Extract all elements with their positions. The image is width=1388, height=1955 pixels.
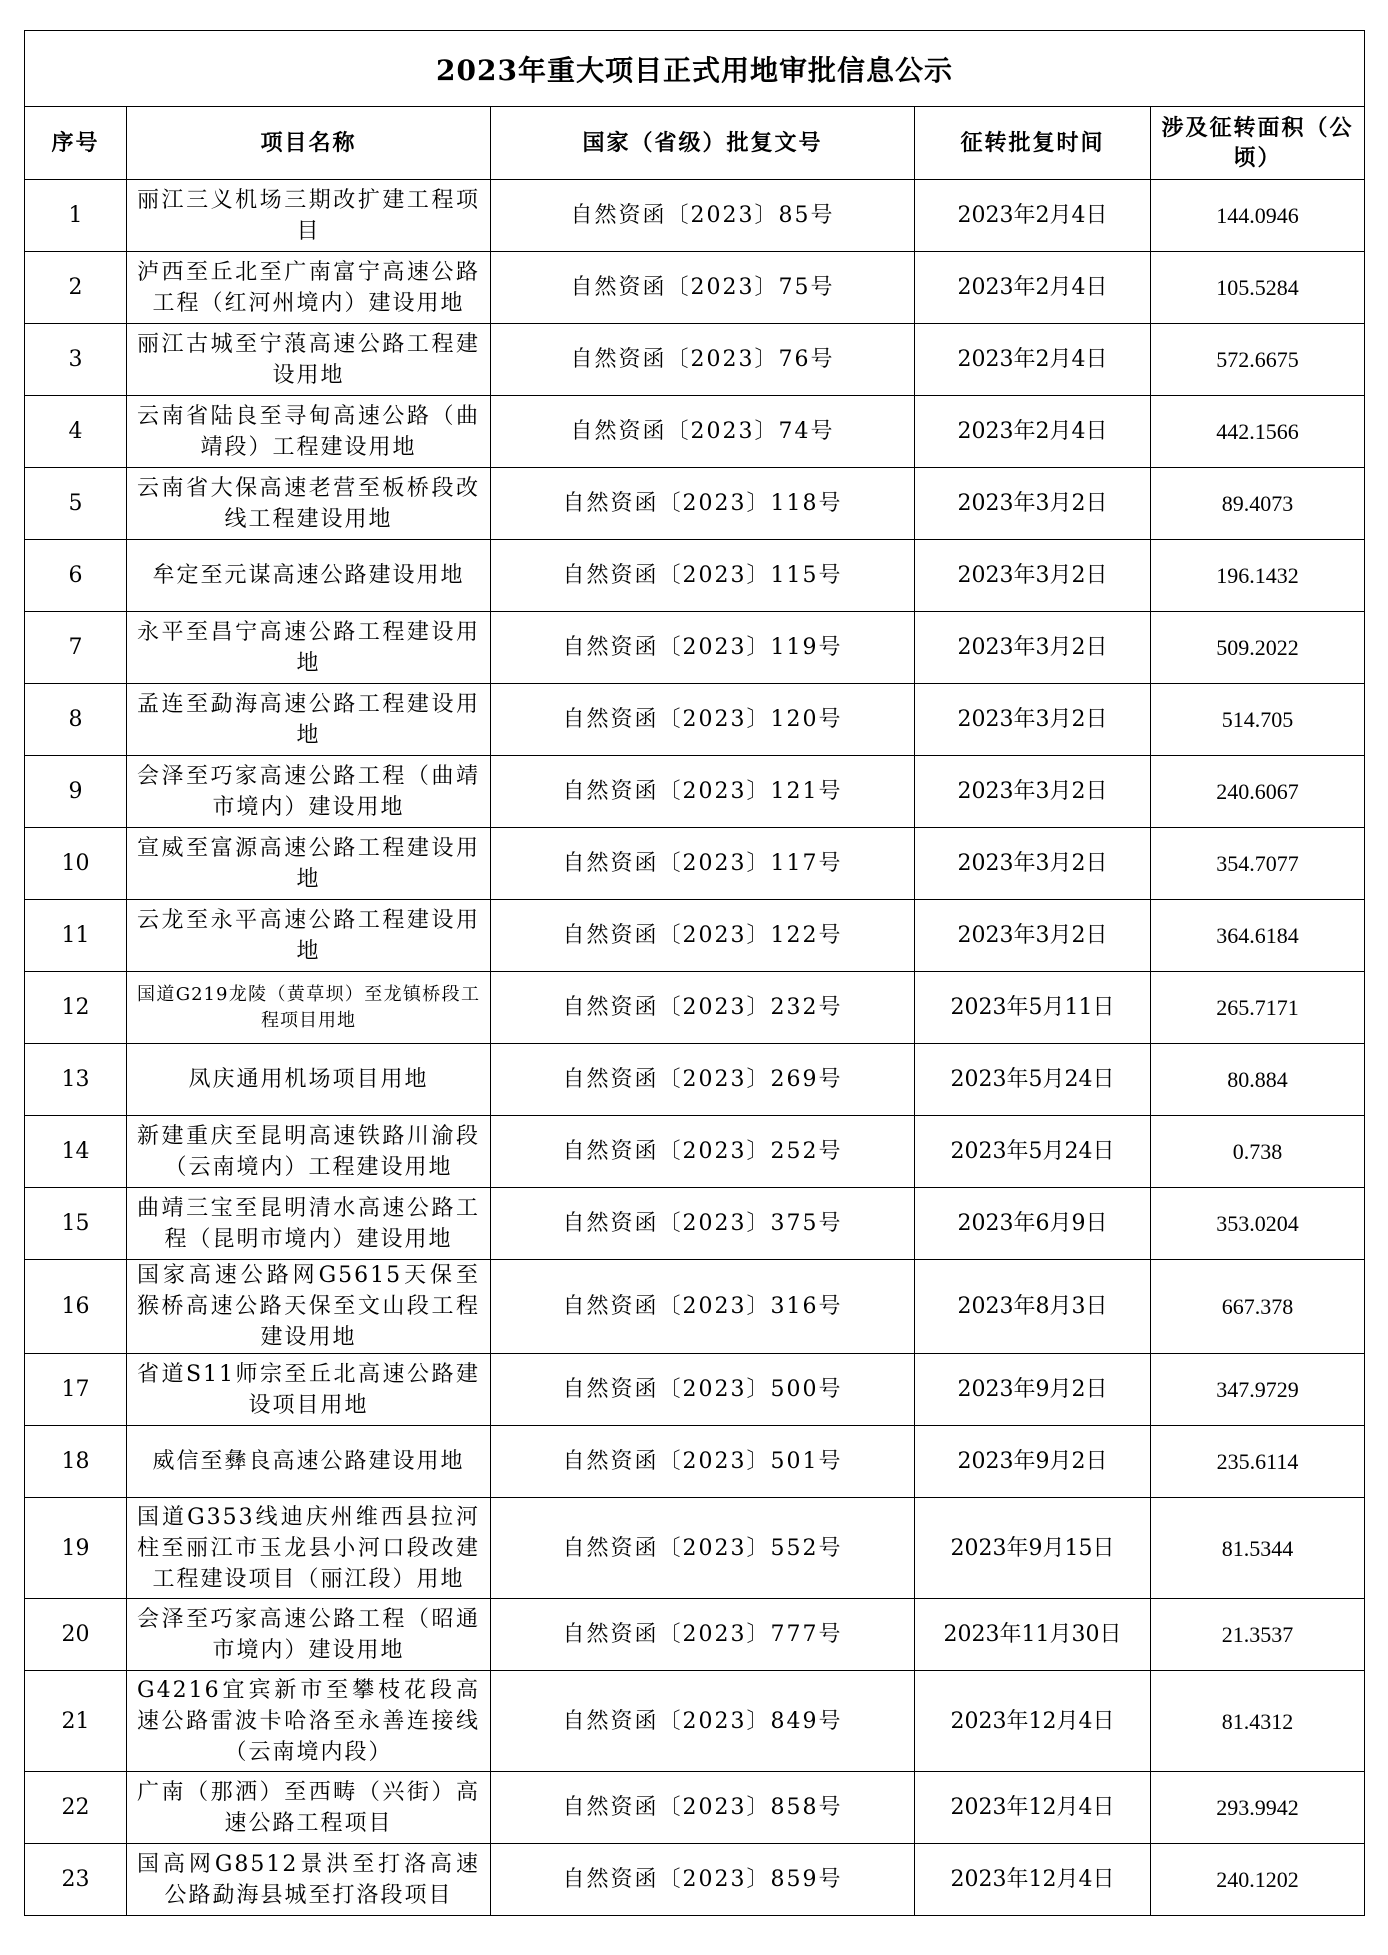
cell-seq: 14 [25,1116,127,1188]
cell-name: 孟连至勐海高速公路工程建设用地 [127,684,491,756]
cell-name: 牟定至元谋高速公路建设用地 [127,540,491,612]
cell-name: 新建重庆至昆明高速铁路川渝段（云南境内）工程建设用地 [127,1116,491,1188]
table-row [25,612,1365,684]
cell-area: 442.1566 [1151,396,1365,468]
cell-date: 2023年5月11日 [915,972,1151,1044]
cell-seq: 10 [25,828,127,900]
cell-name: G4216宜宾新市至攀枝花段高速公路雷波卡哈洛至永善连接线（云南境内段） [127,1671,491,1772]
table-row [25,540,1365,612]
table-row [25,684,1365,756]
table-row [25,1260,1365,1354]
cell-name: 宣威至富源高速公路工程建设用地 [127,828,491,900]
cell-seq: 19 [25,1498,127,1599]
cell-date: 2023年3月2日 [915,900,1151,972]
cell-doc: 自然资函〔2023〕500号 [491,1354,915,1426]
cell-date: 2023年2月4日 [915,180,1151,252]
cell-doc: 自然资函〔2023〕74号 [491,396,915,468]
table-row [25,1426,1365,1498]
cell-name: 威信至彝良高速公路建设用地 [127,1426,491,1498]
cell-doc: 自然资函〔2023〕269号 [491,1044,915,1116]
approval-table [24,30,1365,1916]
cell-doc: 自然资函〔2023〕252号 [491,1116,915,1188]
table-row [25,252,1365,324]
header-name: 项目名称 [127,107,491,180]
cell-name: 国道G353线迪庆州维西县拉河柱至丽江市玉龙县小河口段改建工程建设项目（丽江段）用地 [127,1498,491,1599]
cell-area: 354.7077 [1151,828,1365,900]
cell-date: 2023年3月2日 [915,540,1151,612]
cell-seq: 18 [25,1426,127,1498]
cell-area: 240.6067 [1151,756,1365,828]
cell-seq: 7 [25,612,127,684]
cell-name: 国家高速公路网G5615天保至猴桥高速公路天保至文山段工程建设用地 [127,1260,491,1354]
cell-area: 0.738 [1151,1116,1365,1188]
table-row [25,180,1365,252]
cell-date: 2023年3月2日 [915,828,1151,900]
cell-date: 2023年5月24日 [915,1044,1151,1116]
cell-area: 81.4312 [1151,1671,1365,1772]
cell-name: 国高网G8512景洪至打洛高速公路勐海县城至打洛段项目 [127,1844,491,1916]
table-row [25,1116,1365,1188]
cell-date: 2023年2月4日 [915,252,1151,324]
cell-date: 2023年2月4日 [915,396,1151,468]
cell-date: 2023年3月2日 [915,756,1151,828]
document-sheet [24,30,1364,1916]
cell-area: 235.6114 [1151,1426,1365,1498]
cell-doc: 自然资函〔2023〕777号 [491,1599,915,1671]
cell-area: 21.3537 [1151,1599,1365,1671]
cell-date: 2023年9月15日 [915,1498,1151,1599]
table-row [25,972,1365,1044]
cell-area: 89.4073 [1151,468,1365,540]
table-row [25,1671,1365,1772]
cell-area: 144.0946 [1151,180,1365,252]
cell-name: 会泽至巧家高速公路工程（曲靖市境内）建设用地 [127,756,491,828]
cell-name: 丽江三义机场三期改扩建工程项目 [127,180,491,252]
cell-seq: 21 [25,1671,127,1772]
cell-doc: 自然资函〔2023〕76号 [491,324,915,396]
cell-doc: 自然资函〔2023〕849号 [491,1671,915,1772]
cell-name: 永平至昌宁高速公路工程建设用地 [127,612,491,684]
cell-area: 514.705 [1151,684,1365,756]
cell-date: 2023年12月4日 [915,1772,1151,1844]
cell-seq: 12 [25,972,127,1044]
cell-area: 81.5344 [1151,1498,1365,1599]
cell-name: 凤庆通用机场项目用地 [127,1044,491,1116]
cell-area: 667.378 [1151,1260,1365,1354]
table-row [25,900,1365,972]
cell-seq: 2 [25,252,127,324]
cell-name: 会泽至巧家高速公路工程（昭通市境内）建设用地 [127,1599,491,1671]
cell-doc: 自然资函〔2023〕858号 [491,1772,915,1844]
cell-seq: 1 [25,180,127,252]
table-row [25,1599,1365,1671]
cell-name: 省道S11师宗至丘北高速公路建设项目用地 [127,1354,491,1426]
cell-name: 云南省大保高速老营至板桥段改线工程建设用地 [127,468,491,540]
table-row [25,1354,1365,1426]
cell-doc: 自然资函〔2023〕501号 [491,1426,915,1498]
cell-seq: 17 [25,1354,127,1426]
cell-date: 2023年3月2日 [915,684,1151,756]
table-row [25,468,1365,540]
cell-name: 云龙至永平高速公路工程建设用地 [127,900,491,972]
cell-doc: 自然资函〔2023〕316号 [491,1260,915,1354]
cell-area: 353.0204 [1151,1188,1365,1260]
cell-area: 105.5284 [1151,252,1365,324]
cell-seq: 4 [25,396,127,468]
cell-area: 293.9942 [1151,1772,1365,1844]
cell-seq: 20 [25,1599,127,1671]
cell-seq: 6 [25,540,127,612]
cell-area: 240.1202 [1151,1844,1365,1916]
cell-name: 泸西至丘北至广南富宁高速公路工程（红河州境内）建设用地 [127,252,491,324]
cell-name: 曲靖三宝至昆明清水高速公路工程（昆明市境内）建设用地 [127,1188,491,1260]
cell-date: 2023年2月4日 [915,324,1151,396]
cell-area: 265.7171 [1151,972,1365,1044]
cell-seq: 11 [25,900,127,972]
cell-date: 2023年3月2日 [915,612,1151,684]
cell-seq: 16 [25,1260,127,1354]
cell-date: 2023年12月4日 [915,1844,1151,1916]
table-row [25,756,1365,828]
table-row [25,1498,1365,1599]
cell-area: 364.6184 [1151,900,1365,972]
cell-doc: 自然资函〔2023〕121号 [491,756,915,828]
cell-seq: 9 [25,756,127,828]
cell-doc: 自然资函〔2023〕120号 [491,684,915,756]
cell-seq: 15 [25,1188,127,1260]
cell-doc: 自然资函〔2023〕117号 [491,828,915,900]
table-row [25,1188,1365,1260]
cell-doc: 自然资函〔2023〕122号 [491,900,915,972]
cell-area: 80.884 [1151,1044,1365,1116]
cell-name: 国道G219龙陵（黄草坝）至龙镇桥段工程项目用地 [127,972,491,1044]
cell-doc: 自然资函〔2023〕552号 [491,1498,915,1599]
cell-seq: 5 [25,468,127,540]
cell-date: 2023年3月2日 [915,468,1151,540]
cell-doc: 自然资函〔2023〕232号 [491,972,915,1044]
cell-doc: 自然资函〔2023〕859号 [491,1844,915,1916]
cell-seq: 13 [25,1044,127,1116]
table-row [25,1772,1365,1844]
cell-date: 2023年11月30日 [915,1599,1151,1671]
cell-date: 2023年5月24日 [915,1116,1151,1188]
cell-doc: 自然资函〔2023〕115号 [491,540,915,612]
table-row [25,1844,1365,1916]
table-row [25,396,1365,468]
header-area: 涉及征转面积（公顷） [1151,107,1365,180]
cell-doc: 自然资函〔2023〕375号 [491,1188,915,1260]
table-row [25,828,1365,900]
cell-name: 丽江古城至宁蒗高速公路工程建设用地 [127,324,491,396]
cell-seq: 3 [25,324,127,396]
cell-area: 196.1432 [1151,540,1365,612]
cell-date: 2023年9月2日 [915,1426,1151,1498]
cell-area: 509.2022 [1151,612,1365,684]
header-seq: 序号 [25,107,127,180]
cell-date: 2023年6月9日 [915,1188,1151,1260]
header-row [25,107,1365,180]
cell-doc: 自然资函〔2023〕85号 [491,180,915,252]
table-row [25,324,1365,396]
page-title: 2023年重大项目正式用地审批信息公示 [25,31,1365,107]
header-date: 征转批复时间 [915,107,1151,180]
cell-area: 572.6675 [1151,324,1365,396]
cell-doc: 自然资函〔2023〕75号 [491,252,915,324]
table-row [25,1044,1365,1116]
cell-seq: 23 [25,1844,127,1916]
cell-seq: 22 [25,1772,127,1844]
cell-date: 2023年12月4日 [915,1671,1151,1772]
cell-date: 2023年8月3日 [915,1260,1151,1354]
header-doc: 国家（省级）批复文号 [491,107,915,180]
cell-doc: 自然资函〔2023〕118号 [491,468,915,540]
cell-seq: 8 [25,684,127,756]
cell-area: 347.9729 [1151,1354,1365,1426]
cell-name: 广南（那洒）至西畴（兴街）高速公路工程项目 [127,1772,491,1844]
cell-doc: 自然资函〔2023〕119号 [491,612,915,684]
cell-date: 2023年9月2日 [915,1354,1151,1426]
cell-name: 云南省陆良至寻甸高速公路（曲靖段）工程建设用地 [127,396,491,468]
